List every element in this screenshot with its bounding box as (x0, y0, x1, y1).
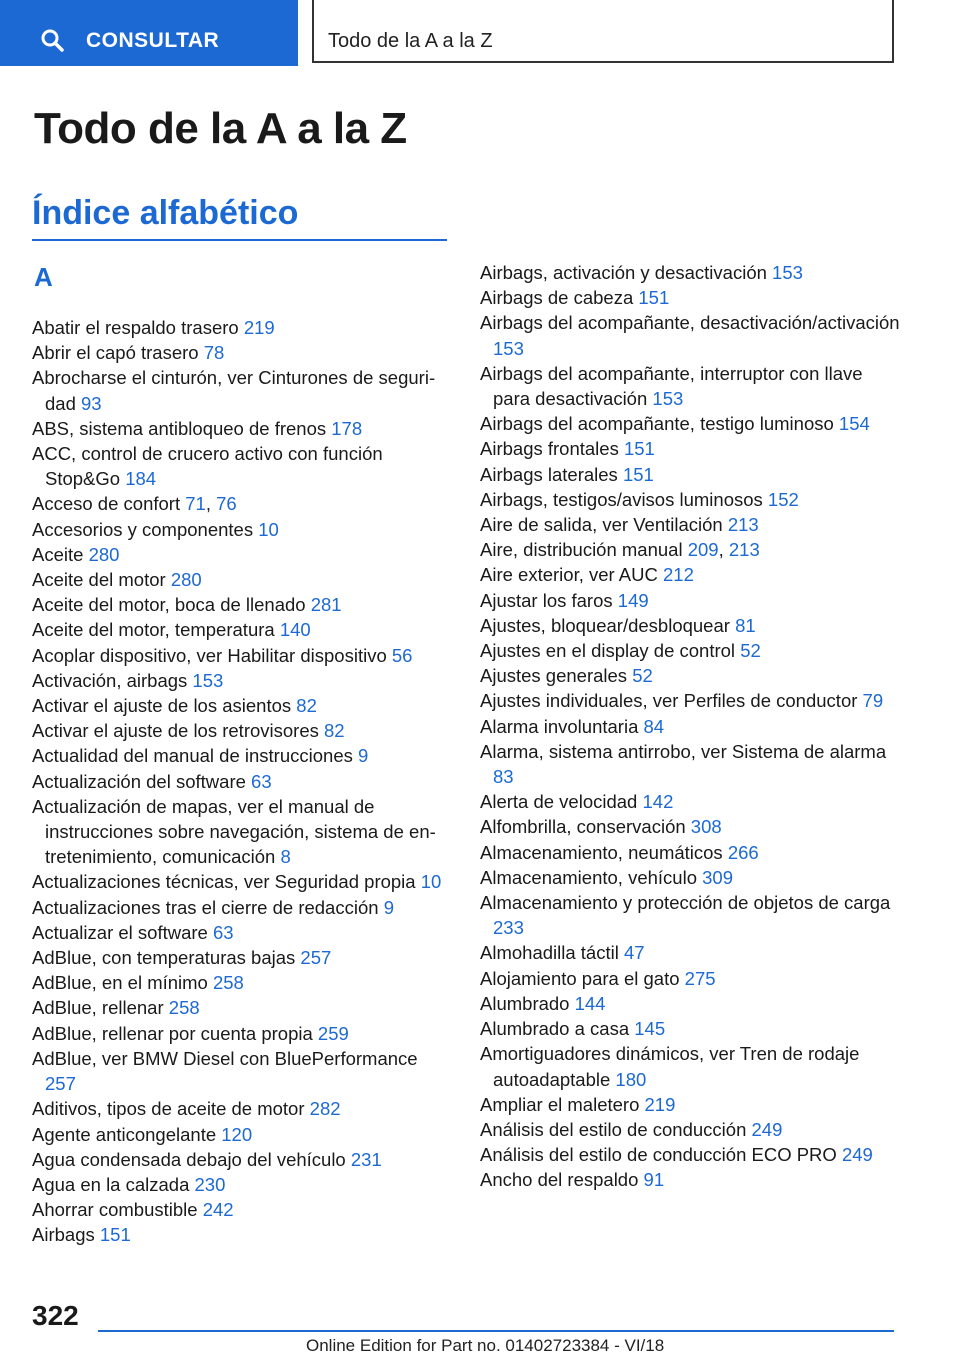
page-reference-link[interactable]: 219 (644, 1093, 676, 1115)
index-entry (480, 890, 900, 940)
index-column-left (32, 315, 452, 1248)
index-entry: Aire, distribución manual 209, 213 (480, 539, 760, 561)
index-entry (480, 562, 900, 587)
index-entry-text: Aceite del motor, temperatura (32, 619, 275, 641)
index-entry (480, 310, 900, 360)
page-reference-link[interactable]: 153 (652, 388, 684, 410)
page-reference-link[interactable]: 151 (623, 438, 655, 460)
consult-tab[interactable] (0, 0, 298, 66)
page-reference-link[interactable]: 76 (216, 493, 237, 515)
index-entry (480, 865, 900, 890)
index-entry-text: Aceite del motor, boca de llenado (32, 594, 306, 616)
page-reference-link[interactable]: 140 (279, 619, 311, 641)
index-entry-text: Almohadilla táctil (480, 942, 619, 964)
consult-tab-label: CONSULTAR (86, 29, 220, 52)
index-entry-text: Actualidad del manual de instrucciones (32, 745, 353, 767)
page-reference-link[interactable]: 56 (391, 644, 413, 666)
page-reference-link[interactable]: 154 (838, 413, 870, 435)
page-reference-link[interactable]: 78 (203, 342, 225, 364)
index-entry (480, 991, 900, 1016)
index-entry (32, 718, 452, 743)
index-entry (480, 1117, 900, 1142)
page-reference-link[interactable]: 84 (643, 715, 665, 737)
index-entry (480, 1092, 900, 1117)
index-entry-text: ABS, sistema antibloqueo de frenos (32, 417, 327, 439)
page-reference-link[interactable]: 153 (493, 337, 524, 359)
index-entry-text: Airbags del acompañante, interruptor con llave para desactivación (480, 362, 863, 410)
index-entry (32, 1222, 452, 1247)
index-entry (480, 462, 900, 487)
index-entry (32, 315, 452, 340)
index-entry: Acceso de confort 71, 76 (32, 493, 237, 515)
page-reference-link[interactable]: 249 (841, 1144, 873, 1166)
index-entry-text: Airbags (32, 1224, 95, 1246)
index-entry (480, 260, 900, 285)
index-entry (32, 1172, 452, 1197)
index-entry (32, 592, 452, 617)
page-reference-link[interactable]: 213 (728, 539, 760, 561)
page-reference-link[interactable]: 309 (702, 866, 733, 888)
page-reference-link[interactable]: 275 (684, 967, 716, 989)
index-entry-text: Ajustes, bloquear/desbloquear (480, 614, 730, 636)
index-column-right (480, 260, 900, 1193)
page-reference-link[interactable]: 63 (212, 921, 234, 943)
index-entry (32, 668, 452, 693)
index-entry (480, 966, 900, 991)
index-entry-text: AdBlue, ver BMW Diesel con BluePerformance (32, 1047, 418, 1069)
index-entry-text: Ampliar el maletero (480, 1093, 640, 1115)
index-entry (480, 814, 900, 839)
page-reference-link[interactable]: 71 (185, 493, 206, 515)
index-entry (32, 895, 452, 920)
page-reference-link[interactable]: 280 (88, 543, 120, 565)
index-entry-text: Agua condensada debajo del vehículo (32, 1148, 346, 1170)
index-entry-text: Ajustes individuales, ver Perfiles de conductor (480, 690, 858, 712)
index-entry (480, 714, 900, 739)
index-entry-text: Agente anticongelante (32, 1123, 217, 1145)
index-entry (32, 542, 452, 567)
index-entry (32, 945, 452, 970)
index-entry (480, 1142, 900, 1167)
index-entry-text: Abrir el capó trasero (32, 342, 199, 364)
index-entry-text: Acoplar dispositivo, ver Habilitar dispositivo (32, 644, 387, 666)
index-letter: A (34, 262, 53, 292)
page-reference-link[interactable]: 144 (574, 992, 606, 1014)
index-entry-text: Airbags de cabeza (480, 287, 634, 309)
index-entry (480, 739, 900, 789)
index-entry-text: Actualizaciones tras el cierre de redacción (32, 896, 379, 918)
section-divider (32, 239, 447, 241)
index-entry-text: Alojamiento para el gato (480, 967, 680, 989)
index-entry-text: AdBlue, rellenar por cuenta propia (32, 1022, 313, 1044)
index-entry (32, 995, 452, 1020)
index-entry-text: Análisis del estilo de conducción ECO PRO (480, 1144, 837, 1166)
index-entry (32, 643, 452, 668)
index-entry-text: Alumbrado a casa (480, 1018, 630, 1040)
index-entry-text: Acceso de confort (32, 493, 181, 515)
index-entry (480, 512, 900, 537)
page-reference-link[interactable]: 184 (125, 468, 157, 490)
search-icon (40, 28, 64, 52)
page-reference-link[interactable]: 266 (727, 841, 759, 863)
index-entry-text: AdBlue, en el mínimo (32, 972, 208, 994)
index-entry (32, 1197, 452, 1222)
index-entry (32, 1122, 452, 1147)
page-reference-link[interactable]: 233 (493, 917, 524, 939)
page-reference-link[interactable]: 81 (735, 614, 756, 636)
index-entry-text: Airbags, activación y desactivación (480, 262, 767, 283)
section-title: Índice alfabético (32, 194, 299, 232)
index-entry-text: Ahorrar combustible (32, 1199, 198, 1221)
page-reference-link[interactable]: 10 (420, 871, 442, 893)
page-reference-link[interactable]: 259 (317, 1022, 349, 1044)
index-entry (480, 487, 900, 512)
page-reference-link[interactable]: 258 (168, 997, 200, 1019)
index-entry (480, 361, 900, 411)
index-entry-text: Aire exterior, ver AUC (480, 564, 658, 586)
index-entry-text: Airbags del acompañante, testigo luminoso (480, 413, 834, 435)
page-reference-link[interactable]: 120 (221, 1123, 253, 1145)
breadcrumb-label: Todo de la A a la Z (328, 30, 493, 52)
index-entry (480, 638, 900, 663)
page-reference-link[interactable]: 242 (202, 1199, 234, 1221)
index-entry (32, 693, 452, 718)
index-entry (32, 1021, 452, 1046)
index-entry-text: Alfombrilla, conservación (480, 816, 686, 838)
page-reference-link[interactable]: 280 (170, 569, 202, 591)
index-entry (480, 285, 900, 310)
index-entry-text: Aire, distribución manual (480, 539, 683, 561)
index-entry-text: Activación, airbags (32, 669, 188, 691)
index-entry (480, 613, 900, 638)
index-entry-text: AdBlue, con temperaturas bajas (32, 947, 296, 969)
page-reference-link[interactable]: 151 (99, 1224, 131, 1246)
page-reference-link[interactable]: 145 (634, 1018, 666, 1040)
index-entry-text: Airbags frontales (480, 438, 619, 460)
page-reference-link[interactable]: 258 (212, 972, 244, 994)
index-entry (32, 1096, 452, 1121)
index-entry (32, 970, 452, 995)
footer-edition: Online Edition for Part no. 01402723384 - VI/18 (306, 1336, 665, 1355)
page-reference-link[interactable]: 180 (615, 1068, 647, 1090)
page-reference-link[interactable]: 91 (643, 1169, 665, 1191)
index-entry (480, 789, 900, 814)
page-reference-link[interactable]: 9 (358, 745, 369, 767)
index-entry-text: Almacenamiento, neumáticos (480, 841, 723, 863)
index-entry-text: Aceite (32, 543, 84, 565)
page-reference-link[interactable]: 82 (324, 720, 345, 742)
page-reference-link[interactable]: 153 (192, 669, 224, 691)
page-reference-link[interactable]: 209 (687, 539, 719, 561)
index-entry (32, 769, 452, 794)
page-reference-link[interactable]: 47 (623, 942, 645, 964)
page-reference-link[interactable]: 8 (280, 846, 291, 868)
index-entry (480, 411, 900, 436)
index-entry (32, 365, 452, 415)
index-entry-text: Accesorios y componentes (32, 518, 254, 540)
page-reference-link[interactable]: 142 (642, 791, 674, 813)
index-entry (32, 416, 452, 441)
index-entry-text: Airbags, testigos/avisos luminosos (480, 488, 763, 510)
page-reference-link[interactable]: 178 (331, 417, 363, 439)
index-entry (480, 688, 900, 713)
page-number: 322 (32, 1300, 79, 1331)
page-reference-link[interactable]: 212 (663, 564, 694, 586)
page-reference-link[interactable]: 79 (862, 690, 884, 712)
page-reference-link[interactable]: 230 (194, 1173, 226, 1195)
index-entry (32, 617, 452, 642)
index-entry-text: Ajustes en el display de control (480, 640, 736, 662)
index-entry-text: Agua en la calzada (32, 1173, 190, 1195)
index-entry (32, 794, 452, 870)
page-reference-link[interactable]: 219 (243, 317, 275, 338)
page-reference-link[interactable]: 82 (296, 695, 317, 717)
page-reference-link[interactable]: 151 (622, 463, 654, 485)
index-entry-text: Alarma involuntaria (480, 715, 639, 737)
page-reference-link[interactable]: 151 (638, 287, 670, 309)
index-entry-text: Activar el ajuste de los asientos (32, 695, 292, 717)
page-reference-link[interactable]: 257 (300, 947, 332, 969)
page-reference-link[interactable]: 231 (350, 1148, 382, 1170)
page-reference-link[interactable]: 149 (617, 589, 649, 611)
index-entry (480, 588, 900, 613)
index-entry (32, 1147, 452, 1172)
index-entry-text: Abatir el respaldo trasero (32, 317, 239, 338)
index-entry (32, 340, 452, 365)
index-entry (32, 441, 452, 491)
footer-divider (98, 1330, 894, 1332)
page-reference-link[interactable]: 257 (45, 1073, 76, 1095)
page-reference-link[interactable]: 152 (767, 488, 799, 510)
page-reference-link[interactable]: 83 (493, 766, 514, 788)
index-entry (32, 920, 452, 945)
index-entry-text: Alumbrado (480, 992, 570, 1014)
index-entry-text: Actualizaciones técnicas, ver Seguridad propia (32, 871, 416, 893)
index-entry-text: Aceite del motor (32, 569, 166, 591)
index-entry-text: Airbags del acompañante, desactivación/activación (480, 312, 900, 334)
index-entry-text: Análisis del estilo de conducción (480, 1118, 747, 1140)
page-reference-link[interactable]: 63 (251, 770, 272, 792)
index-entry-text: Activar el ajuste de los retrovisores (32, 720, 319, 742)
page-reference-link[interactable]: 10 (258, 518, 279, 540)
index-entry-text: Ajustar los faros (480, 589, 613, 611)
page-title: Todo de la A a la Z (34, 104, 407, 153)
page-reference-link[interactable]: 93 (81, 392, 102, 414)
index-entry-text: Alerta de velocidad (480, 791, 638, 813)
index-entry (32, 567, 452, 592)
index-entry (32, 869, 452, 894)
index-entry (32, 517, 452, 542)
index-entry-text: Actualizar el software (32, 921, 208, 943)
page-reference-link[interactable]: 153 (772, 262, 803, 283)
index-entry-text: ACC, control de crucero activo con función Stop&Go (32, 443, 383, 490)
page-reference-link[interactable]: 52 (740, 640, 761, 662)
page-reference-link[interactable]: 9 (383, 896, 394, 918)
index-entry-text: Aditivos, tipos de aceite de motor (32, 1098, 305, 1120)
index-entry-text: Airbags laterales (480, 463, 618, 485)
index-entry (32, 743, 452, 768)
index-entry (480, 840, 900, 865)
page-reference-link[interactable]: 249 (751, 1118, 783, 1140)
page-reference-link[interactable]: 213 (727, 514, 759, 536)
page-reference-link[interactable]: 282 (309, 1098, 341, 1120)
index-entry (480, 940, 900, 965)
page-reference-link[interactable]: 281 (310, 594, 342, 616)
index-entry-text: Alarma, sistema antirrobo, ver Sistema de alarma (480, 740, 887, 762)
breadcrumb[interactable] (312, 0, 894, 63)
index-entry (480, 1167, 900, 1192)
index-entry-text: Ajustes generales (480, 665, 628, 687)
index-entry (480, 1016, 900, 1041)
index-entry-text: Almacenamiento, vehículo (480, 866, 697, 888)
index-entry-text: Aire de salida, ver Ventilación (480, 514, 723, 536)
index-entry (480, 663, 900, 688)
index-entry (32, 1046, 452, 1096)
index-entry-text: Actualización del software (32, 770, 246, 792)
page-reference-link[interactable]: 52 (632, 665, 653, 687)
index-entry (480, 436, 900, 461)
index-entry-text: Ancho del respaldo (480, 1169, 639, 1191)
index-entry (480, 1041, 900, 1091)
index-entry-text: Amortiguadores dinámicos, ver Tren de rodaje autoadaptable (480, 1043, 860, 1090)
page-reference-link[interactable]: 308 (690, 816, 722, 838)
index-entry-text: AdBlue, rellenar (32, 997, 164, 1019)
index-entry-text: Abrocharse el cinturón, ver Cinturones de seguridad (32, 367, 436, 414)
index-entry-text: Almacenamiento y protección de objetos de carga (480, 892, 891, 914)
index-entry-text: Actualización de mapas, ver el manual de instrucciones sobre navegación, sistema de entretenimiento, comunicación (32, 795, 436, 868)
